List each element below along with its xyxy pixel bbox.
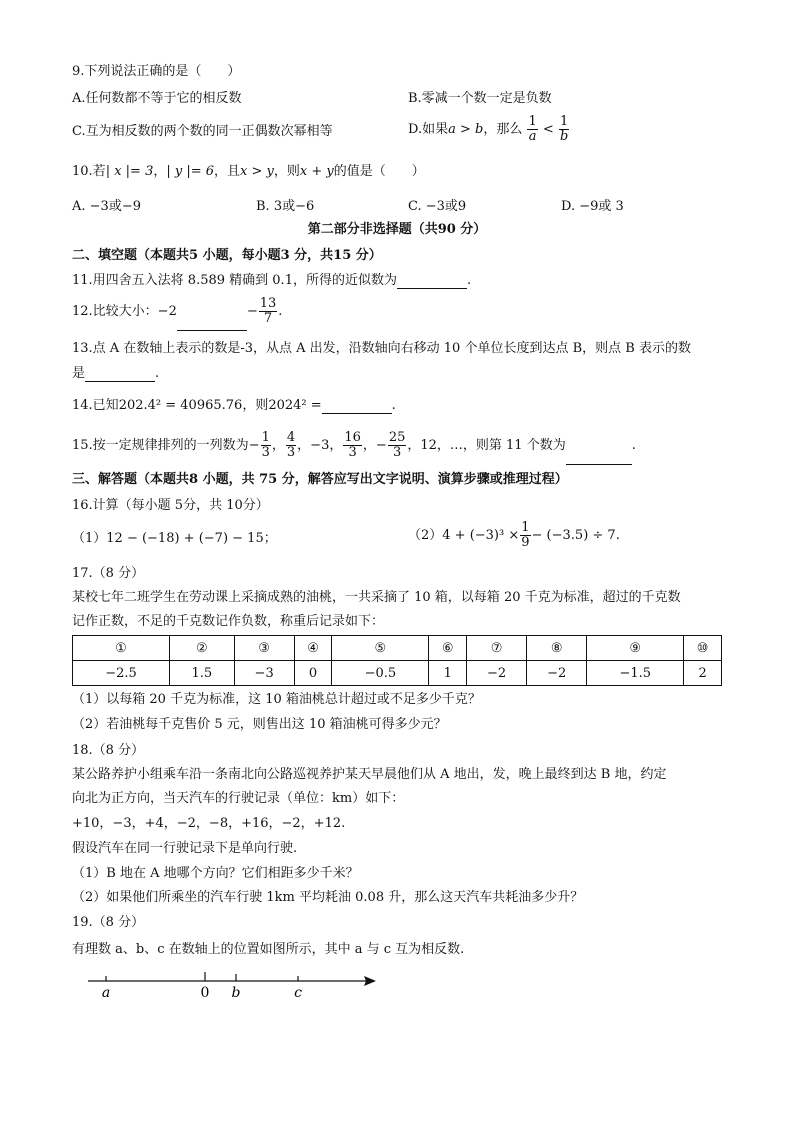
table-value-cell: −2.5 <box>73 661 170 686</box>
q11: 11.用四舍五入法将 8.589 精确到 0.1，所得的近似数为 . <box>72 273 472 288</box>
q9-d-middle: ，那么 <box>483 122 523 137</box>
q18-line1: 某公路养护小组乘车沿一条南北向公路巡视养护某天早晨他们从 A 地出，发，晚上最终到达 B 地，约定 <box>72 767 667 782</box>
q17-line1: 某校七年二班学生在劳动课上采摘成熟的油桃，一共采摘了 10 箱，以每箱 20 千克为标准，超过的千克数 <box>72 590 681 605</box>
table-header-cell: ④ <box>294 636 332 661</box>
q10-option-d: D. −9或 3 <box>561 199 624 214</box>
table-header-cell: ⑧ <box>527 636 587 661</box>
table-value-cell: 2 <box>684 661 722 686</box>
axis-label-zero: 0 <box>200 985 210 1001</box>
axis-label-b: b <box>231 985 241 1001</box>
q9-d-condition: a > b <box>448 122 484 137</box>
q10-option-b: B. 3或−6 <box>256 199 315 214</box>
table-header-cell: ⑦ <box>467 636 527 661</box>
q18-sub2: （2）如果他们所乘坐的汽车行驶 1km 平均耗油 0.08 升，那么这天汽车共耗油多少升？ <box>72 890 584 905</box>
q19-line1: 有理数 a、b、c 在数轴上的位置如图所示，其中 a 与 c 互为相反数. <box>72 942 465 957</box>
axis-label-c: c <box>294 985 302 1001</box>
table-header-cell: ⑤ <box>332 636 429 661</box>
q13-line2: 是 . <box>72 366 160 381</box>
q10-option-a: A. −3或−9 <box>72 199 141 214</box>
section2-title: 二、填空题（本题共5 小题，每小题3 分，共15 分） <box>72 248 382 263</box>
q9-d-prefix: D.如果 <box>408 122 449 137</box>
q9-option-a: A.任何数都不等于它的相反数 <box>72 91 242 106</box>
q17-title: 17.（8 分） <box>72 566 145 581</box>
table-value-cell: −2 <box>527 661 587 686</box>
q10-stem: 10.若| x |= 3，| y |= 6，且x > y，则x + y的值是（ ） <box>72 164 425 179</box>
table-value-cell: 1.5 <box>170 661 235 686</box>
q15-term5: $\frac{25}{3}$ <box>388 430 406 460</box>
table-value-cell: −2 <box>467 661 527 686</box>
q9-option-b: B.零减一个数一定是负数 <box>408 91 552 106</box>
q16-title: 16.计算（每小题 5分，共 10分） <box>72 498 269 513</box>
q9-d-less-than: < <box>542 122 554 137</box>
table-header-cell: ⑩ <box>684 636 722 661</box>
table-value-cell: −3 <box>234 661 294 686</box>
table-value-cell: 0 <box>294 661 332 686</box>
q17-sub1: （1）以每箱 20 千克为标准，这 10 箱油桃总计超过或不足多少千克？ <box>72 692 481 707</box>
table-header-cell: ② <box>170 636 235 661</box>
q9-d-frac-a: $\frac{1}{a}$ <box>528 114 537 144</box>
q9-option-c: C.互为相反数的两个数的同一正偶数次幂相等 <box>72 124 333 139</box>
q9-stem: 9.下列说法正确的是（ ） <box>72 64 241 79</box>
table-header-cell: ③ <box>234 636 294 661</box>
q15-term1: $\frac{1}{3}$ <box>261 430 270 460</box>
q16-part2: （2）4 + (−3)³ × $\frac{1}{9}$ − (−3.5) ÷ 7. <box>408 520 620 550</box>
part2-title: 第二部分非选择题（共90 分） <box>307 222 487 237</box>
q17-line2: 记作正数，不足的千克数记作负数，称重后记录如下： <box>72 614 385 629</box>
table-header-cell: ⑥ <box>429 636 467 661</box>
section3-title: 三、解答题（本题共8 小题，共 75 分，解答应写出文字说明、演算步骤或推理过程） <box>72 472 568 487</box>
q15: 15.按一定规律排列的一列数为− $\frac{1}{3}$ ， $\frac{4}{3}$ ，−3， $\frac{16}{3}$ ，− $\frac{25}{3}$ ，12，…，则第 11 个数为 . <box>72 427 636 465</box>
q18-line2: 向北为正方向，当天汽车的行驶记录（单位：km）如下： <box>72 791 405 806</box>
q18-sub1: （1）B 地在 A 地哪个方向？它们相距多少千米？ <box>72 866 359 881</box>
q10-option-c: C. −3或9 <box>408 199 467 214</box>
axis-label-a: a <box>101 985 111 1001</box>
table-value-cell: −0.5 <box>332 661 429 686</box>
q12-fraction: $\frac{13}{7}$ <box>259 296 277 326</box>
q18-title: 18.（8 分） <box>72 743 145 758</box>
q13-line1: 13.点 A 在数轴上表示的数是-3，从点 A 出发，沿数轴向右移动 10 个单位长度到达点 B，则点 B 表示的数 <box>72 341 691 356</box>
table-value-cell: 1 <box>429 661 467 686</box>
q19-title: 19.（8 分） <box>72 915 145 930</box>
table-header-cell: ⑨ <box>587 636 684 661</box>
q18-assumption: 假设汽车在同一行驶记录下是单向行驶. <box>72 841 298 856</box>
q15-term4: $\frac{16}{3}$ <box>344 430 361 460</box>
q16-fraction: $\frac{1}{9}$ <box>521 520 530 550</box>
q9-d-frac-b: $\frac{1}{b}$ <box>559 114 569 144</box>
q14: 14.已知202.4² = 40965.76，则2024² = . <box>72 398 396 413</box>
q12: 12.比较大小：−2 − $\frac{13}{7}$ . <box>72 293 282 331</box>
table-header-cell: ① <box>73 636 170 661</box>
table-value-cell: −1.5 <box>587 661 684 686</box>
q15-term2: $\frac{4}{3}$ <box>286 430 296 460</box>
q16-part1: （1）12 − (−18) + (−7) − 15； <box>72 531 277 546</box>
q17-sub2: （2）若油桃每千克售价 5 元，则售出这 10 箱油桃可得多少元？ <box>72 717 447 732</box>
q18-record: +10，−3，+4，−2，−8，+16，−2，+12. <box>72 816 346 831</box>
